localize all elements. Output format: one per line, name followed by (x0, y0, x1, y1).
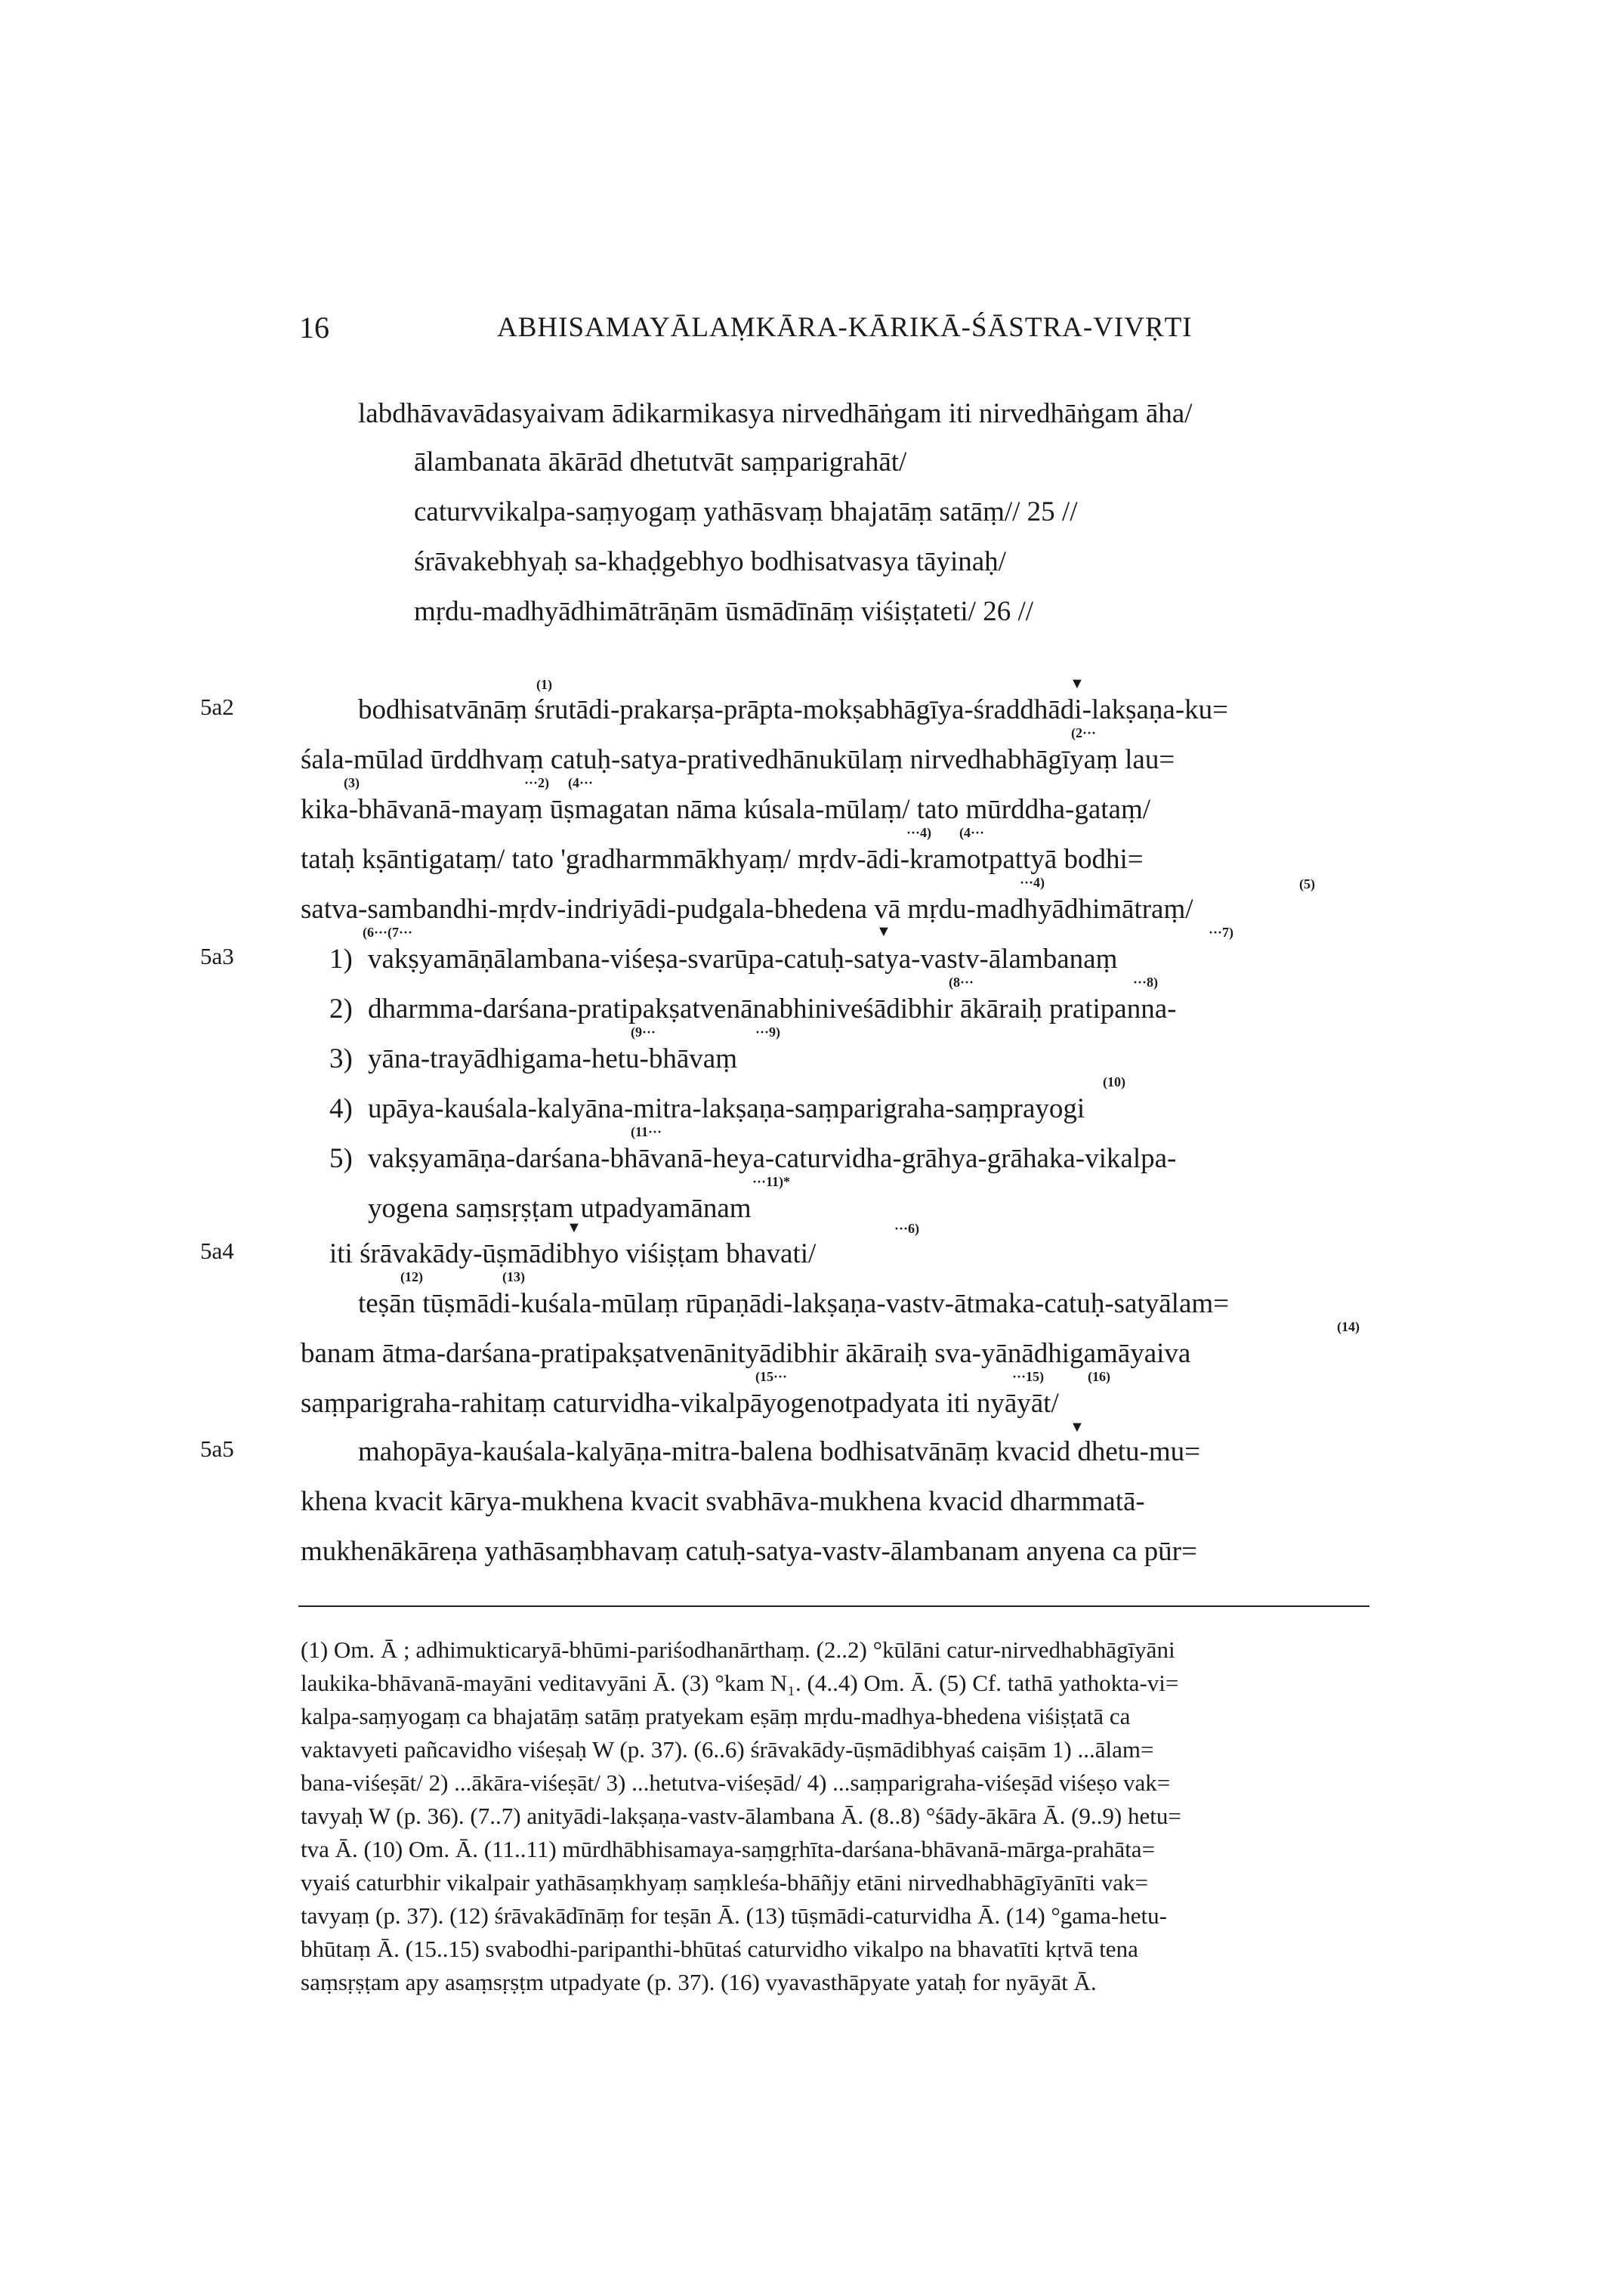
margin-ref: 5a3 (200, 943, 234, 969)
footnote-line: kalpa-saṃyogaṃ ca bhajatāṃ satāṃ pratyekam eṣāṃ mṛdu-madhya-bhedena viśiṣṭatā ca (301, 1703, 1131, 1729)
footnote-line: (1) Om. Ā ; adhimukticaryā-bhūmi-pariśodhanārthaṃ. (2..2) °kūlāni catur-nirvedhabhāgīyāni (301, 1636, 1175, 1663)
list-number: 5) (329, 1143, 353, 1174)
paragraph-line: mahopāya-kauśala-kalyāṇa-mitra-balena bodhisatvānāṃ kvacid dhetu-mu= (358, 1436, 1201, 1467)
paragraph-line: mukhenākāreṇa yathāsaṃbhavaṃ catuḥ-satya-vastv-ālambanam anyena ca pūr= (301, 1536, 1197, 1567)
paragraph-line: bodhisatvānāṃ śrutādi-prakarṣa-prāpta-mokṣabhāgīya-śraddhādi-lakṣaṇa-ku= (358, 694, 1229, 725)
paragraph-line: saṃparigraha-rahitaṃ caturvidha-vikalpāyogenotpadyata iti nyāyāt/ (301, 1388, 1059, 1419)
list-number: 1) (329, 944, 353, 975)
annotation-mark: (2··· (1071, 725, 1097, 740)
footnote-line: bhūtaṃ Ā. (15..15) svabodhi-paripanthi-bhūtaś caturvidho vikalpo na bhavatīti kṛtvā tena (301, 1936, 1138, 1962)
insertion-arrow-icon: ▼ (1070, 1419, 1085, 1435)
list-item-text: yāna-trayādhigama-hetu-bhāvaṃ (368, 1043, 737, 1074)
footnote-line: tva Ā. (10) Om. Ā. (11..11) mūrdhābhisamaya-saṃgṛhīta-darśana-bhāvanā-mārga-prahāta= (301, 1836, 1156, 1862)
paragraph-line: tataḥ kṣāntigataṃ/ tato 'gradharmmākhyaṃ/ mṛdv-ādi-kramotpattyā bodhi= (301, 844, 1144, 875)
annotation-mark: ···15) (1012, 1369, 1045, 1384)
annotation-mark: ···4) (906, 825, 932, 840)
annotation-mark: (9··· (631, 1024, 656, 1040)
annotation-mark: (3) (344, 775, 360, 790)
annotation-mark: ···11)* (752, 1174, 791, 1189)
footnote-divider (298, 1605, 1369, 1607)
annotation-mark: (16) (1088, 1369, 1110, 1384)
insertion-arrow-icon: ▼ (1070, 675, 1085, 692)
annotation-mark: (15··· (755, 1369, 788, 1384)
continuation-line: yogena saṃsṛṣṭam utpadyamānam (368, 1193, 752, 1224)
verse-line: caturvvikalpa-saṃyogaṃ yathāsvaṃ bhajatāṃ satāṃ// 25 // (414, 496, 1078, 527)
list-item-text: vakṣyamāṇālambana-viśeṣa-svarūpa-catuḥ-satya-vastv-ālambanaṃ (368, 944, 1118, 975)
verse-line: śrāvakebhyaḥ sa-khaḍgebhyo bodhisatvasya tāyinaḥ/ (414, 546, 1006, 577)
paragraph-line: khena kvacit kārya-mukhena kvacit svabhāva-mukhena kvacid dharmmatā- (301, 1486, 1145, 1517)
list-number: 4) (329, 1093, 353, 1124)
annotation-mark: (11··· (631, 1124, 662, 1139)
annotation-mark: ···7) (1209, 925, 1234, 940)
footnote-line: saṃsṛṣṭam apy asaṃsṛṣṭm utpadyate (p. 37). (16) vyavasthāpyate yataḥ for nyāyāt Ā. (301, 1969, 1097, 1995)
annotation-mark: (8··· (949, 975, 974, 990)
annotation-mark: ···6) (894, 1221, 920, 1236)
insertion-arrow-icon: ▼ (876, 923, 891, 940)
list-item-text: vakṣyamāṇa-darśana-bhāvanā-heya-caturvidha-grāhya-grāhaka-vikalpa- (368, 1143, 1177, 1174)
margin-ref: 5a4 (200, 1238, 234, 1264)
annotation-mark: ···2) (524, 775, 550, 790)
footnote-line: vyaiś caturbhir vikalpair yathāsaṃkhyaṃ saṃkleśa-bhāñjy etāni nirvedhabhāgīyānīti vak= (301, 1869, 1148, 1896)
footnote-line: vaktavyeti pañcavidho viśeṣaḥ W (p. 37). (6..6) śrāvakādy-ūṣmādibhyaś caiṣām 1) ...ālam= (301, 1736, 1154, 1763)
paragraph-line: banam ātma-darśana-pratipakṣatvenānityādibhir ākāraiḥ sva-yānādhigamāyaiva (301, 1338, 1191, 1369)
list-item-text: dharmma-darśana-pratipakṣatvenānabhiniveśādibhir ākāraiḥ pratipanna- (368, 993, 1177, 1024)
footnote-line: laukika-bhāvanā-mayāni veditavyāni Ā. (3) °kam N₁. (4..4) Om. Ā. (5) Cf. tathā yathokta-vi= (301, 1670, 1179, 1696)
verse-line: mṛdu-madhyādhimātrāṇām ūsmādīnāṃ viśiṣṭateti/ 26 // (414, 596, 1033, 627)
running-title: ABHISAMAYĀLAṂKĀRA-KĀRIKĀ-ŚĀSTRA-VIVṚTI (497, 312, 1193, 343)
margin-ref: 5a5 (200, 1435, 234, 1462)
verse-line: ālambanata ākārād dhetutvāt saṃparigrahāt/ (414, 447, 907, 477)
list-number: 2) (329, 993, 353, 1024)
footnote-line: bana-viśeṣāt/ 2) ...ākāra-viśeṣāt/ 3) ...hetutva-viśeṣād/ 4) ...saṃparigraha-viśeṣād viśeṣo vak= (301, 1769, 1171, 1796)
margin-ref: 5a2 (200, 694, 234, 720)
list-item-text: upāya-kauśala-kalyāna-mitra-lakṣaṇa-saṃparigraha-saṃprayogi (368, 1093, 1085, 1124)
annotation-mark: (10) (1103, 1074, 1125, 1089)
page-number: 16 (299, 311, 329, 345)
paragraph-line: kika-bhāvanā-mayaṃ ūṣmagatan nāma kúsala-mūlaṃ/ tato mūrddha-gataṃ/ (301, 794, 1151, 825)
insertion-arrow-icon: ▼ (567, 1219, 582, 1236)
annotation-mark: (6···(7··· (363, 925, 413, 940)
annotation-mark: (12) (400, 1269, 423, 1284)
paragraph-line: teṣān tūṣmādi-kuśala-mūlaṃ rūpaṇādi-lakṣaṇa-vastv-ātmaka-catuḥ-satyālam= (358, 1288, 1230, 1319)
paragraph-line: satva-sambandhi-mṛdv-indriyādi-pudgala-bhedena vā mṛdu-madhyādhimātraṃ/ (301, 894, 1193, 925)
annotation-mark: ···4) (1020, 875, 1045, 890)
annotation-mark: (4··· (568, 775, 594, 790)
footnote-line: tavyaḥ W (p. 36). (7..7) anityādi-lakṣaṇa-vastv-ālambana Ā. (8..8) °śādy-ākāra Ā. (9..9) hetu= (301, 1803, 1181, 1829)
annotation-mark: ···9) (755, 1024, 781, 1040)
iti-line: iti śrāvakādy-ūṣmādibhyo viśiṣṭam bhavati/ (329, 1238, 817, 1269)
annotation-mark: (13) (502, 1269, 525, 1284)
annotation-mark: (1) (536, 677, 552, 692)
annotation-mark: (5) (1299, 876, 1315, 892)
paragraph-line: śala-mūlad ūrddhvaṃ catuḥ-satya-prativedhānukūlaṃ nirvedhabhāgīyaṃ lau= (301, 744, 1175, 775)
annotation-mark: (14) (1337, 1319, 1360, 1334)
annotation-mark: (4··· (959, 825, 985, 840)
list-number: 3) (329, 1043, 353, 1074)
footnote-line: tavyaṃ (p. 37). (12) śrāvakādīnāṃ for teṣān Ā. (13) tūṣmādi-caturvidha Ā. (14) °gama-hetu- (301, 1902, 1167, 1929)
annotation-mark: ···8) (1133, 975, 1159, 990)
intro-line: labdhāvavādasyaivam ādikarmikasya nirvedhāṅgam iti nirvedhāṅgam āha/ (358, 398, 1193, 429)
